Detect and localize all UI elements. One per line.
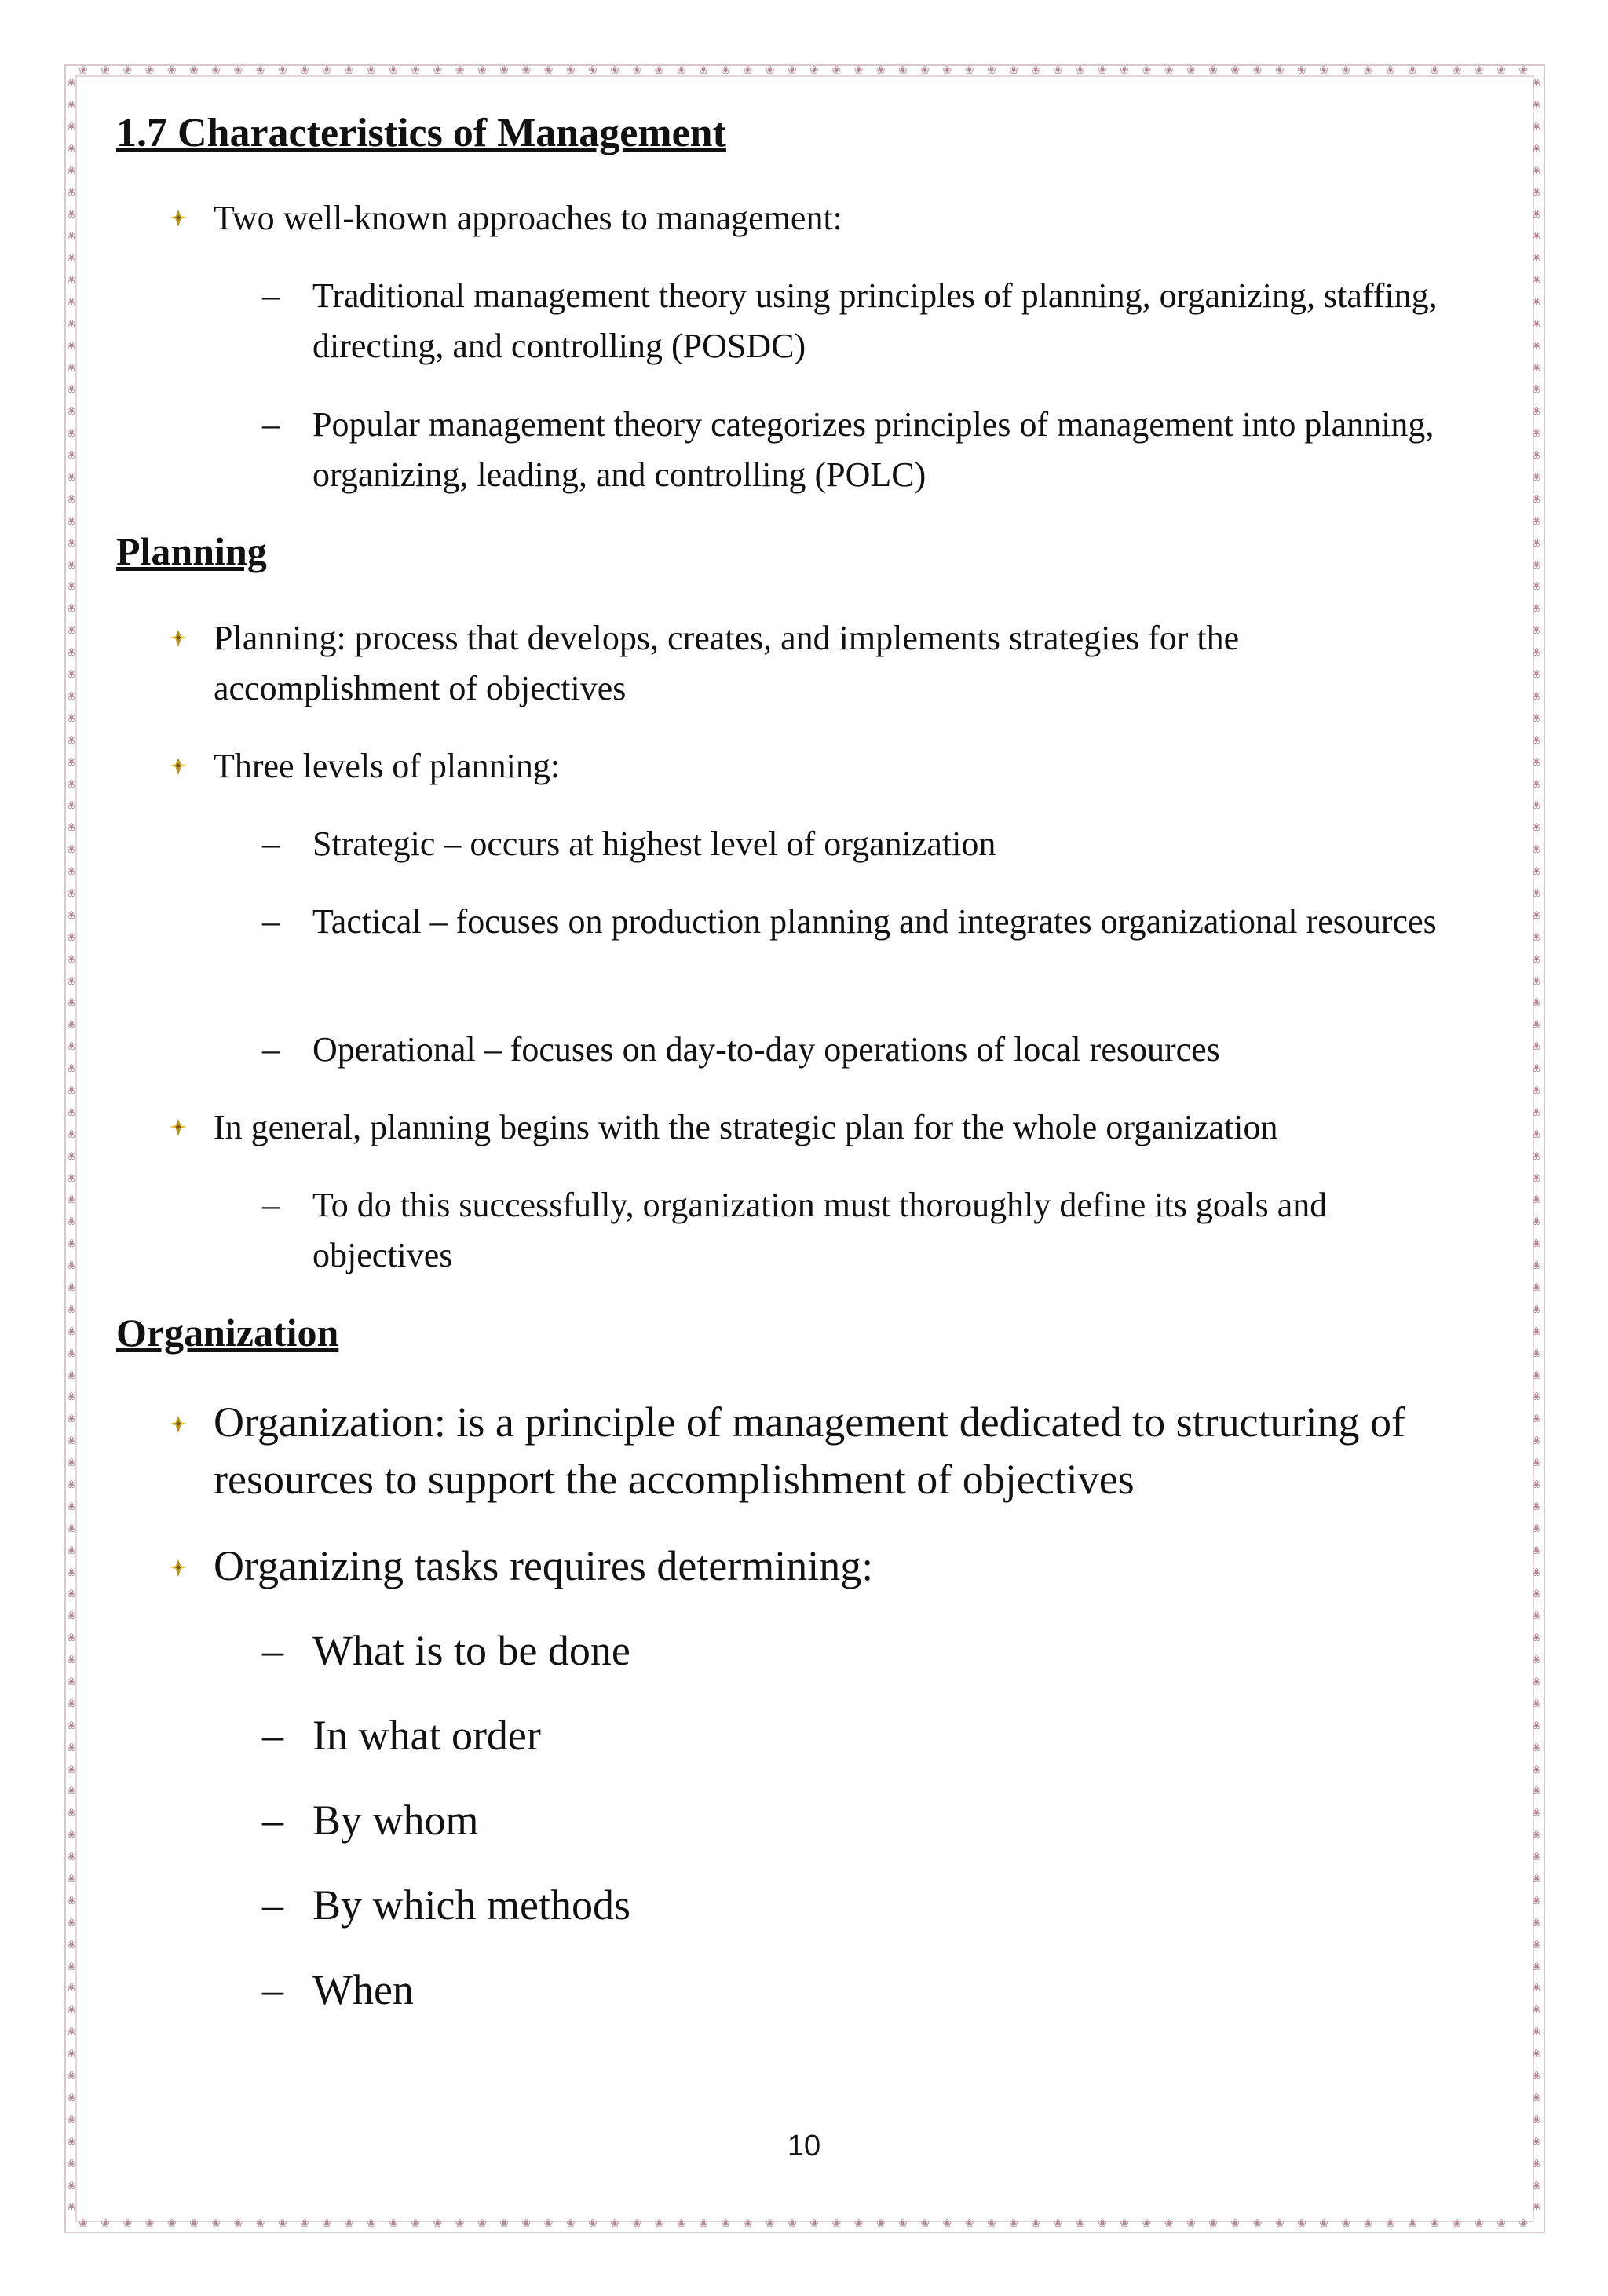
gold-diamond-bullet-icon — [166, 1413, 190, 1436]
floral-border-right-icon: ❀ ❀ ❀ ❀ ❀ ❀ ❀ ❀ ❀ ❀ ❀ ❀ ❀ ❀ ❀ ❀ ❀ ❀ ❀ ❀ ❀ ❀ ❀ ❀ ❀ ❀ ❀ ❀ ❀ ❀ ❀ ❀ ❀ ❀ ❀ ❀ ❀ ❀ ❀ ❀ ❀ ❀ ❀ ❀ ❀ ❀ ❀ ❀ ❀ ❀ ❀ ❀ ❀ ❀ ❀ ❀ ❀ ❀ ❀ ❀ ❀ ❀ ❀ ❀ ❀ ❀ ❀ ❀ ❀ ❀ ❀ ❀ ❀ ❀ ❀ ❀ ❀ ❀ ❀ ❀ ❀ ❀ ❀ ❀ ❀ ❀ ❀ ❀ ❀ ❀ ❀ ❀ ❀ ❀ ❀ ❀ ❀ ❀ — [1532, 79, 1541, 2214]
dash-text: By which methods — [312, 1881, 630, 1929]
floral-border-bottom-icon: ❀ ❀ ❀ ❀ ❀ ❀ ❀ ❀ ❀ ❀ ❀ ❀ ❀ ❀ ❀ ❀ ❀ ❀ ❀ ❀ ❀ ❀ ❀ ❀ ❀ ❀ ❀ ❀ ❀ ❀ ❀ ❀ ❀ ❀ ❀ ❀ ❀ ❀ ❀ ❀ ❀ ❀ ❀ ❀ ❀ ❀ ❀ ❀ ❀ ❀ ❀ ❀ ❀ ❀ ❀ ❀ ❀ ❀ ❀ ❀ ❀ ❀ ❀ ❀ ❀ ❀ — [79, 2219, 1528, 2230]
dash-marker: – — [262, 1797, 283, 1844]
dash-marker: – — [262, 824, 280, 863]
dash-marker: – — [262, 1030, 280, 1069]
gold-diamond-bullet-icon — [166, 207, 190, 230]
dash-text: Tactical – focuses on production planning and integrates organizational resources — [312, 902, 1437, 941]
bullet-item-strategic-plan — [214, 1102, 1454, 1153]
dash-item-task-what — [262, 1622, 1459, 1680]
floral-border-left-icon: ❀ ❀ ❀ ❀ ❀ ❀ ❀ ❀ ❀ ❀ ❀ ❀ ❀ ❀ ❀ ❀ ❀ ❀ ❀ ❀ ❀ ❀ ❀ ❀ ❀ ❀ ❀ ❀ ❀ ❀ ❀ ❀ ❀ ❀ ❀ ❀ ❀ ❀ ❀ ❀ ❀ ❀ ❀ ❀ ❀ ❀ ❀ ❀ ❀ ❀ ❀ ❀ ❀ ❀ ❀ ❀ ❀ ❀ ❀ ❀ ❀ ❀ ❀ ❀ ❀ ❀ ❀ ❀ ❀ ❀ ❀ ❀ ❀ ❀ ❀ ❀ ❀ ❀ ❀ ❀ ❀ ❀ ❀ ❀ ❀ ❀ ❀ ❀ ❀ ❀ ❀ ❀ ❀ ❀ ❀ ❀ ❀ ❀ — [67, 79, 76, 2214]
dash-marker: – — [262, 276, 280, 315]
bullet-item-approaches — [214, 193, 1454, 243]
bullet-text: Organizing tasks requires determining: — [214, 1542, 874, 1589]
dash-text: When — [312, 1966, 414, 2013]
dash-text: Strategic – occurs at highest level of organization — [312, 824, 996, 863]
page-number: 10 — [787, 2130, 821, 2163]
dash-item-strategic — [262, 819, 1459, 869]
dash-item-task-methods — [262, 1877, 1459, 1934]
dash-text: In what order — [312, 1712, 541, 1759]
dash-marker: – — [262, 1966, 283, 2013]
dash-item-task-order — [262, 1707, 1459, 1764]
dash-item-task-when — [262, 1961, 1459, 2019]
floral-border-top-icon: ❀ ❀ ❀ ❀ ❀ ❀ ❀ ❀ ❀ ❀ ❀ ❀ ❀ ❀ ❀ ❀ ❀ ❀ ❀ ❀ ❀ ❀ ❀ ❀ ❀ ❀ ❀ ❀ ❀ ❀ ❀ ❀ ❀ ❀ ❀ ❀ ❀ ❀ ❀ ❀ ❀ ❀ ❀ ❀ ❀ ❀ ❀ ❀ ❀ ❀ ❀ ❀ ❀ ❀ ❀ ❀ ❀ ❀ ❀ ❀ ❀ ❀ ❀ ❀ ❀ ❀ — [79, 66, 1528, 77]
dash-item-tactical — [262, 897, 1459, 947]
gold-diamond-bullet-icon — [166, 1556, 190, 1580]
dash-marker: – — [262, 1186, 280, 1224]
bullet-text: Organization: is a principle of management dedicated to structuring of resources to support the accomplishment of objectives — [214, 1398, 1406, 1503]
gold-diamond-bullet-icon — [166, 1116, 190, 1139]
bullet-item-planning-levels — [214, 741, 1454, 792]
bullet-item-planning-definition — [214, 613, 1454, 714]
bullet-item-organization-definition — [214, 1394, 1470, 1508]
bullet-text: Two well-known approaches to management: — [214, 199, 842, 237]
gold-diamond-bullet-icon — [166, 755, 190, 778]
dash-text: What is to be done — [312, 1627, 630, 1674]
dash-text: To do this successfully, organization must thoroughly define its goals and objectives — [312, 1186, 1328, 1274]
bullet-text: In general, planning begins with the strategic plan for the whole organization — [214, 1108, 1278, 1146]
dash-text: Popular management theory categorizes principles of management into planning, organizing, leading, and controlling (POLC) — [312, 405, 1434, 494]
dash-item-define-goals — [262, 1180, 1459, 1281]
dash-text: Traditional management theory using principles of planning, organizing, staffing, directing, and controlling (POSDC) — [312, 276, 1438, 365]
planning-heading: Planning — [116, 529, 267, 573]
dash-item-operational — [262, 1025, 1459, 1075]
dash-marker: – — [262, 405, 280, 444]
section-title: 1.7 Characteristics of Management — [116, 111, 726, 155]
gold-diamond-bullet-icon — [166, 627, 190, 650]
dash-item-posdc — [262, 271, 1459, 371]
dash-text: Operational – focuses on day-to-day operations of local resources — [312, 1030, 1220, 1069]
dash-marker: – — [262, 1881, 283, 1929]
dash-marker: – — [262, 1627, 283, 1674]
dash-item-polc — [262, 400, 1459, 500]
organization-heading: Organization — [116, 1311, 339, 1355]
dash-marker: – — [262, 1712, 283, 1759]
dash-text: By whom — [312, 1797, 479, 1844]
bullet-text: Planning: process that develops, creates, and implements strategies for the accomplishment of objectives — [214, 619, 1240, 707]
bullet-text: Three levels of planning: — [214, 747, 561, 785]
bullet-item-organizing-tasks — [214, 1537, 1470, 1595]
dash-marker: – — [262, 902, 280, 941]
dash-item-task-whom — [262, 1792, 1459, 1849]
